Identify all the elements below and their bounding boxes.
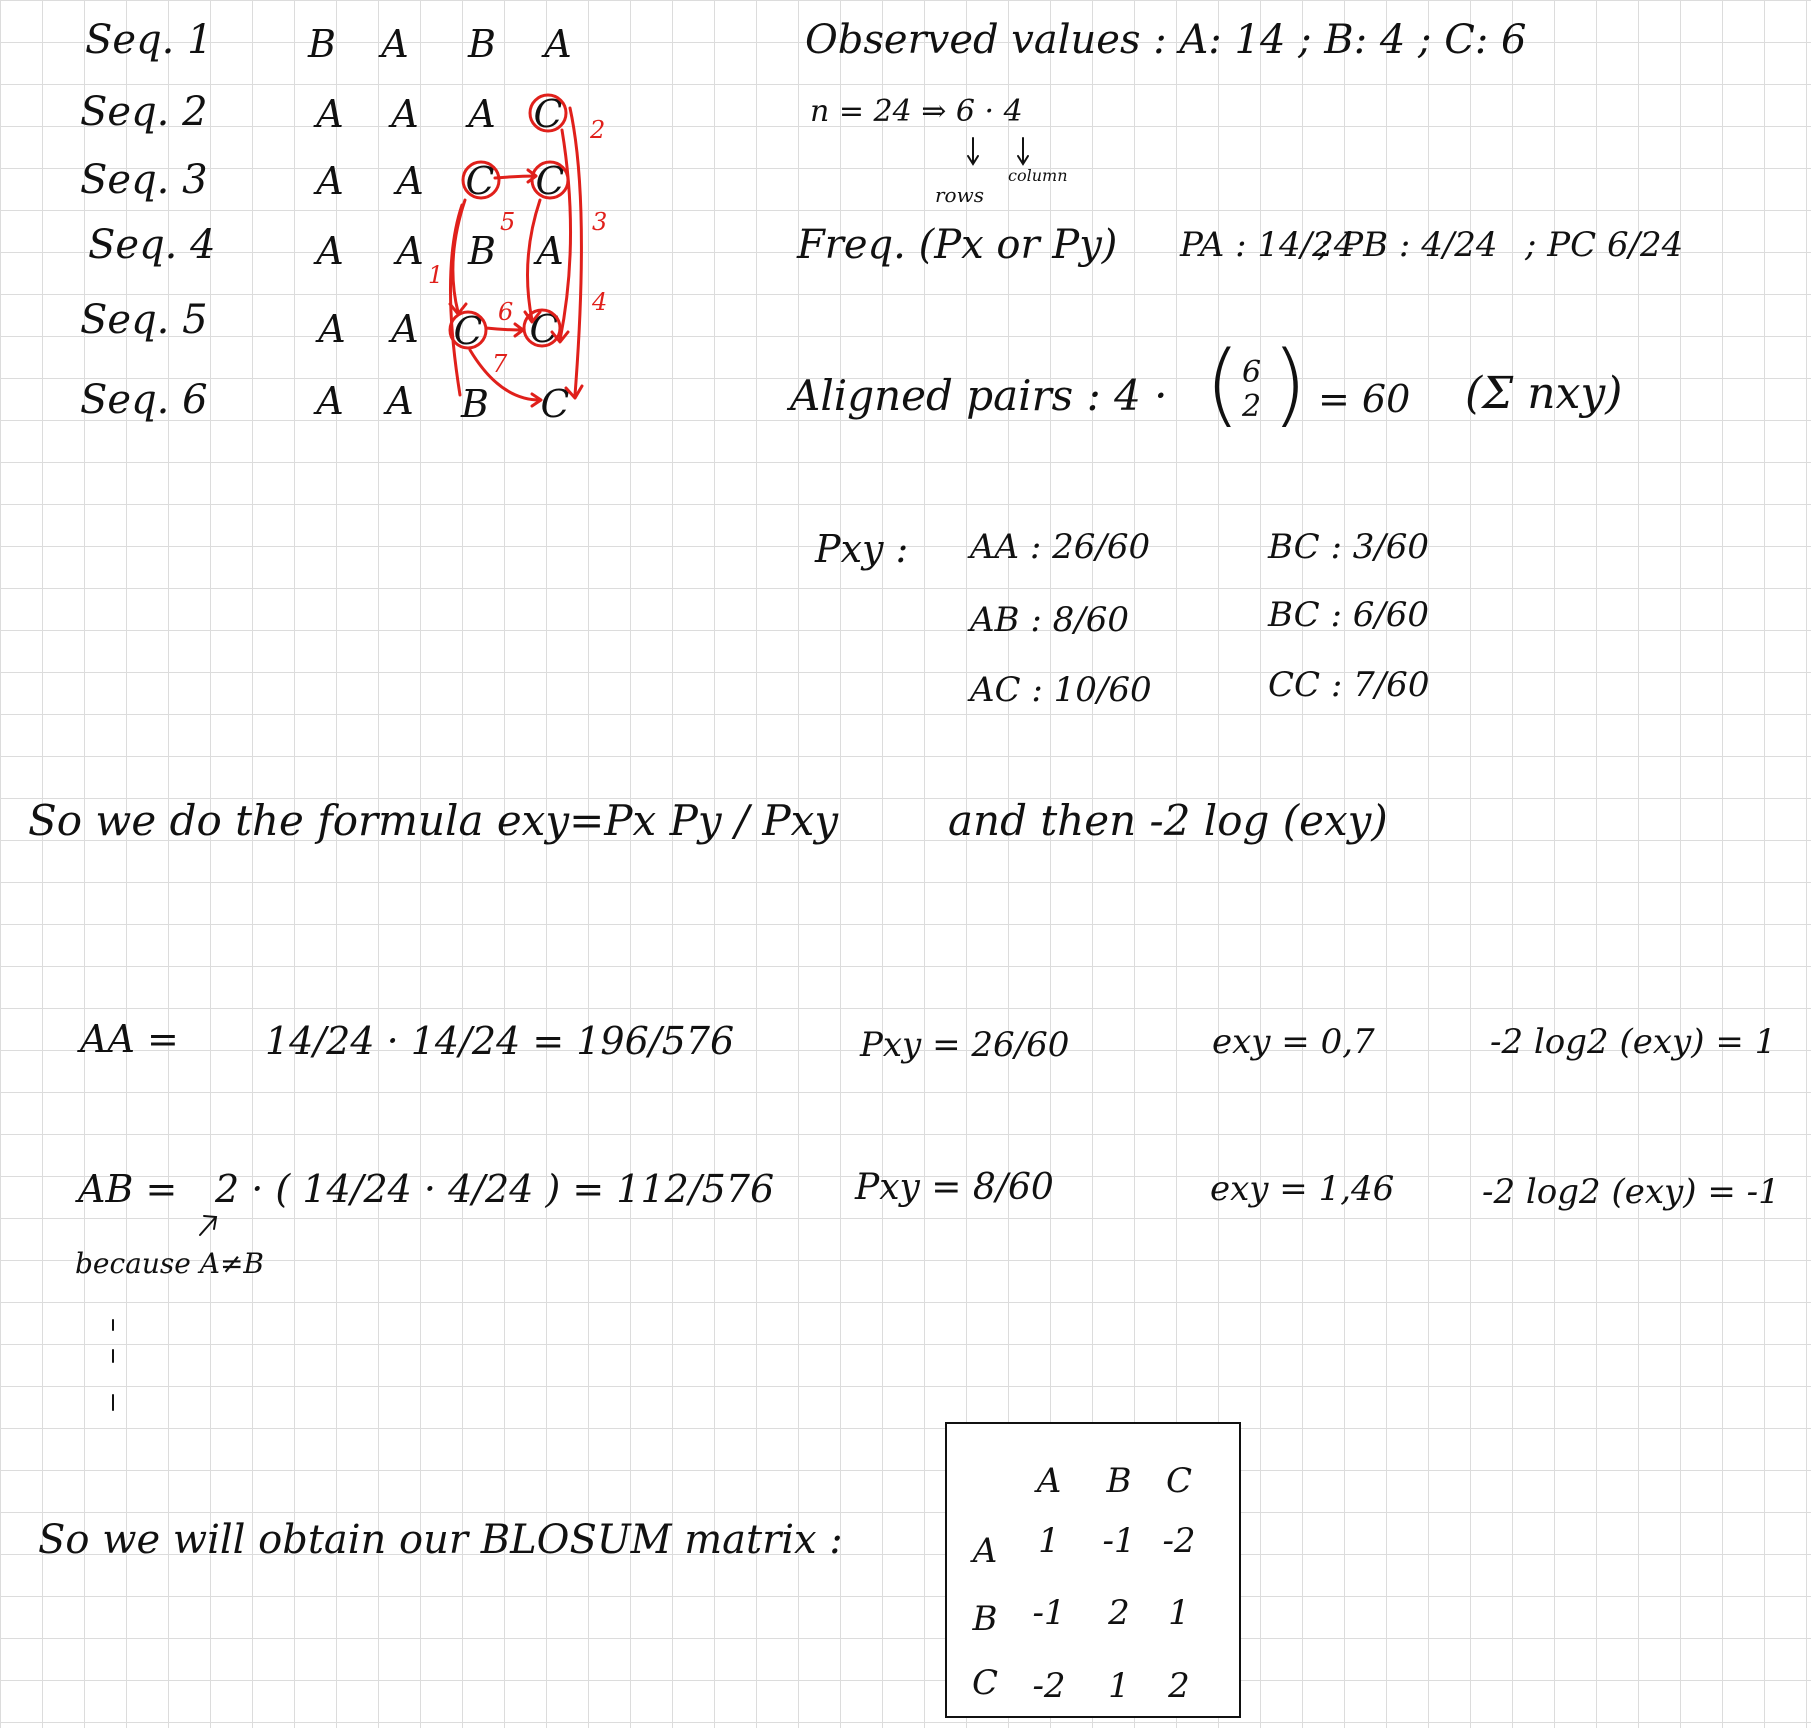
residue: B: [461, 382, 489, 426]
residue: A: [316, 159, 344, 203]
matrix-row-header: C: [971, 1663, 998, 1703]
seq-label-5: Seq. 5: [80, 297, 208, 343]
arrow-line: [528, 200, 541, 320]
pxy-value: BC : 6/60: [1268, 595, 1430, 635]
residue: C: [453, 309, 483, 353]
residue: A: [316, 229, 344, 273]
residue: C: [465, 159, 495, 203]
residue: A: [316, 379, 344, 423]
calc-ab-label: AB =: [78, 1167, 178, 1211]
calc-aa-expr: 14/24 · 14/24 = 196/576: [265, 1019, 735, 1063]
residue: A: [536, 229, 564, 273]
binomial-close-paren: ): [1272, 332, 1308, 437]
residue: C: [540, 382, 570, 426]
arrow-line: [486, 328, 522, 330]
matrix-col-header: B: [1106, 1461, 1132, 1501]
column-label: column: [1008, 166, 1068, 185]
calc-ab-expr: 2 · ( 14/24 · 4/24 ) = 112/576: [215, 1167, 775, 1211]
pair-number: 5: [500, 208, 516, 236]
residue: C: [533, 92, 563, 136]
freq-label: Freq. (Px or Py): [797, 222, 1118, 268]
matrix-cell: -2: [1032, 1666, 1066, 1706]
residue: A: [381, 22, 409, 66]
binomial-bottom: 2: [1242, 389, 1262, 424]
residue: C: [529, 307, 559, 351]
formula-log: and then -2 log (exy): [948, 796, 1388, 845]
binomial-open-paren: (: [1205, 332, 1241, 437]
matrix-col-header: A: [1036, 1461, 1062, 1501]
because-arrow-and-dots: [0, 0, 300, 1450]
pair-number: 4: [592, 288, 608, 316]
matrix-row-header: A: [972, 1531, 998, 1571]
circle-mark: [524, 310, 560, 346]
seq-label-1: Seq. 1: [85, 17, 213, 63]
aligned-pairs-total: = 60: [1318, 377, 1411, 421]
residue: A: [396, 229, 424, 273]
calc-aa-pxy: Pxy = 26/60: [860, 1025, 1070, 1065]
rows-label: rows: [935, 183, 984, 207]
residue: B: [468, 229, 496, 273]
residue: A: [391, 307, 419, 351]
calc-aa-exy: exy = 0,7: [1212, 1022, 1375, 1062]
residue: A: [386, 379, 414, 423]
pair-number: 6: [498, 298, 514, 326]
freq-pa: PA : 14/24: [1180, 225, 1356, 265]
matrix-row-header: B: [972, 1599, 998, 1639]
matrix-cell: 1: [1038, 1521, 1060, 1561]
calc-aa-label: AA =: [80, 1017, 179, 1061]
pair-number: 2: [590, 116, 606, 144]
because-note: because A≠B: [75, 1247, 264, 1280]
pair-number: 3: [592, 208, 608, 236]
pxy-value: AA : 26/60: [970, 527, 1151, 567]
matrix-col-header: C: [1165, 1461, 1192, 1501]
pxy-value: AB : 8/60: [970, 600, 1129, 640]
residue: A: [544, 22, 572, 66]
seq-label-6: Seq. 6: [80, 377, 208, 423]
pxy-label: Pxy :: [815, 527, 909, 571]
conclusion-text: So we will obtain our BLOSUM matrix :: [38, 1517, 843, 1563]
residue: A: [391, 92, 419, 136]
pxy-value: CC : 7/60: [1268, 665, 1430, 705]
calc-ab-exy: exy = 1,46: [1210, 1169, 1395, 1209]
n-equation: n = 24 ⇒ 6 · 4: [810, 94, 1023, 129]
matrix-cell: -2: [1162, 1521, 1196, 1561]
residue: C: [535, 159, 565, 203]
residue: A: [316, 92, 344, 136]
seq-label-2: Seq. 2: [80, 89, 208, 135]
matrix-cell: 1: [1108, 1666, 1130, 1706]
residue: A: [396, 159, 424, 203]
calc-ab-pxy: Pxy = 8/60: [855, 1167, 1054, 1208]
binomial-top: 6: [1242, 355, 1262, 390]
residue: B: [308, 22, 336, 66]
freq-pb: ; PB : 4/24: [1318, 225, 1498, 265]
calc-aa-score: -2 log2 (exy) = 1: [1490, 1022, 1777, 1062]
pair-number: 1: [428, 261, 444, 289]
matrix-cell: -1: [1102, 1521, 1136, 1561]
matrix-cell: 2: [1108, 1593, 1130, 1633]
pxy-value: AC : 10/60: [970, 670, 1152, 710]
aligned-pairs-label: Aligned pairs : 4 ·: [790, 371, 1168, 420]
freq-pc: ; PC 6/24: [1525, 225, 1684, 265]
residue: A: [318, 307, 346, 351]
seq-label-3: Seq. 3: [80, 157, 208, 203]
pxy-value: BC : 3/60: [1268, 527, 1430, 567]
calc-ab-score: -2 log2 (exy) = -1: [1482, 1172, 1780, 1212]
pair-number: 7: [492, 350, 508, 378]
blosum-matrix: [945, 1422, 1241, 1718]
seq-label-4: Seq. 4: [88, 222, 216, 268]
matrix-cell: 2: [1168, 1666, 1190, 1706]
matrix-cell: 1: [1168, 1593, 1190, 1633]
circle-mark: [450, 309, 486, 353]
residue: B: [468, 22, 496, 66]
matrix-cell: -1: [1032, 1593, 1066, 1633]
observed-values: Observed values : A: 14 ; B: 4 ; C: 6: [805, 17, 1527, 63]
aligned-pairs-sum: (Σ nxy): [1465, 368, 1623, 419]
formula-description: So we do the formula exy=Px Py / Pxy: [28, 796, 839, 845]
residue: A: [468, 92, 496, 136]
